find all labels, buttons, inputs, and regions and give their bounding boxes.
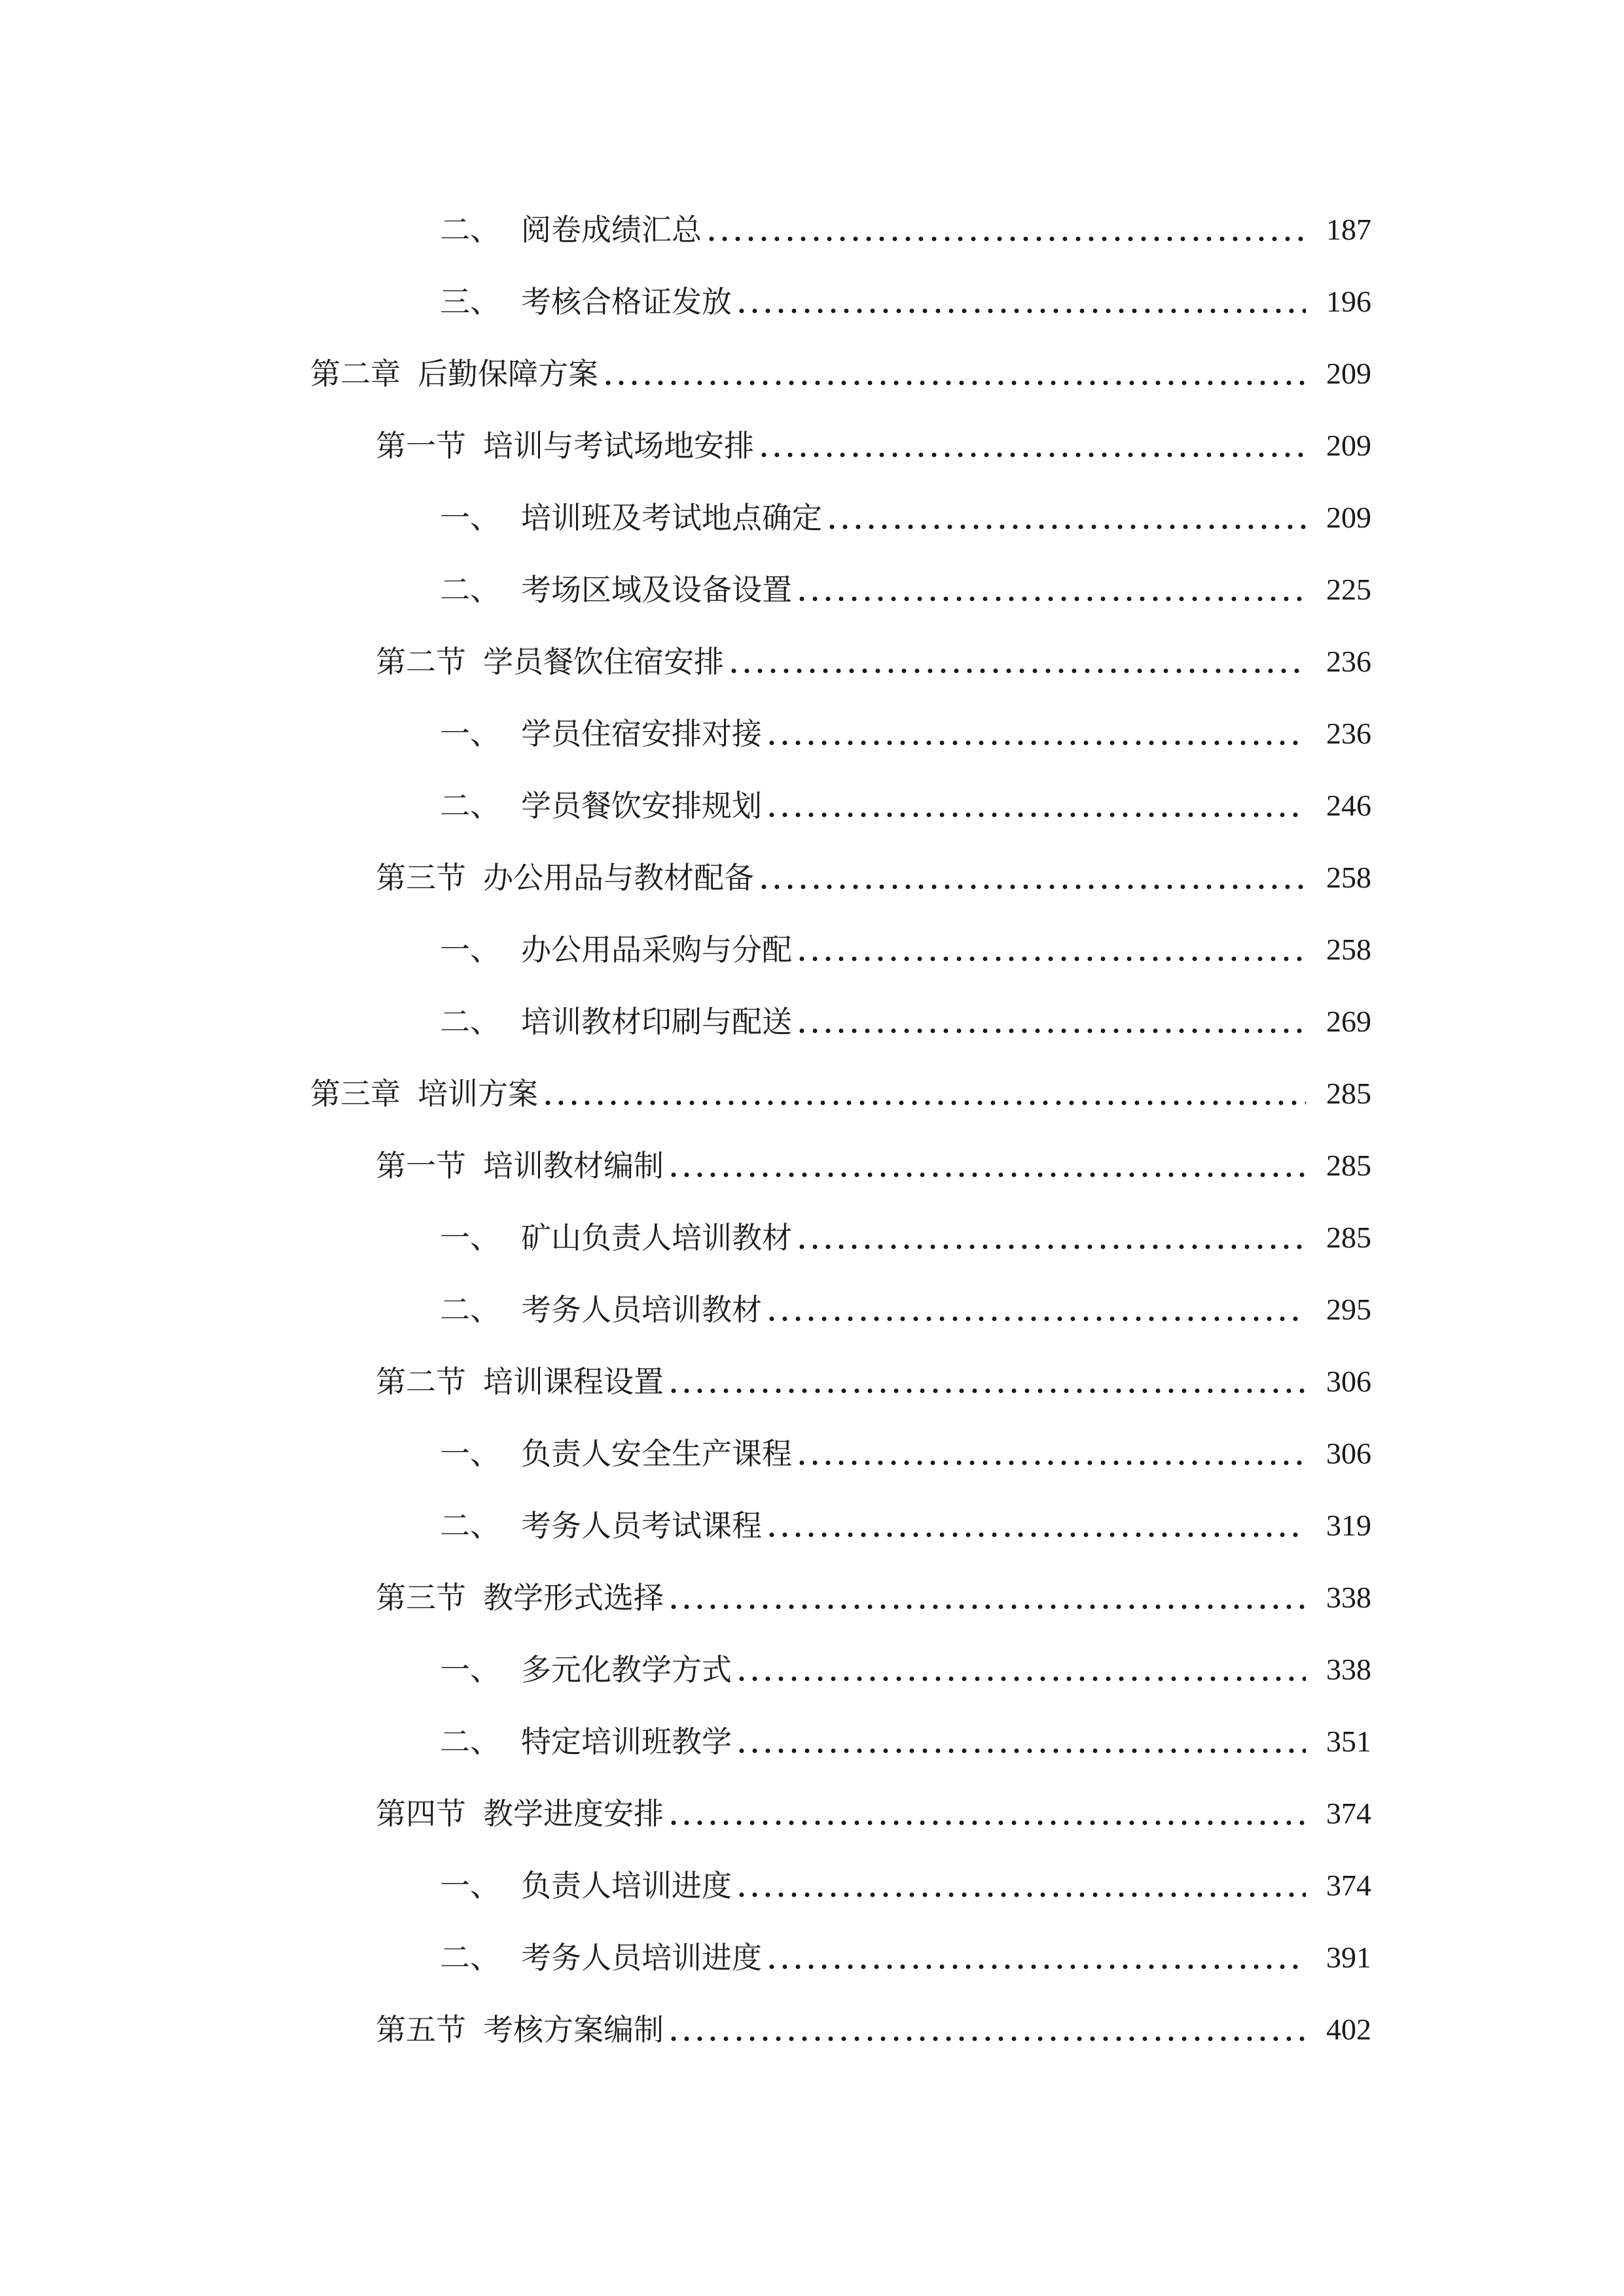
toc-entry-page: 209 (1326, 429, 1371, 462)
toc-entry-title: 办公用品采购与分配 (521, 932, 792, 967)
toc-dot-leader (768, 783, 1306, 829)
toc-entry-page: 187 (1326, 213, 1371, 246)
toc-entry-page: 285 (1326, 1221, 1371, 1254)
toc-entry-number: 二、 (440, 1940, 500, 1975)
toc-entry[interactable] (376, 639, 1371, 685)
toc-entry-number: 一、 (440, 1220, 500, 1255)
toc-entry-page: 258 (1326, 861, 1371, 894)
toc-entry-page: 236 (1326, 645, 1371, 678)
toc-entry[interactable] (440, 1215, 1371, 1261)
toc-dot-leader (738, 279, 1306, 325)
toc-dot-leader (670, 1143, 1306, 1189)
toc-entry[interactable] (310, 351, 1371, 397)
toc-dot-leader (829, 495, 1306, 541)
toc-entry-title: 办公用品与教材配备 (483, 860, 754, 895)
toc-entry-title: 特定培训班教学 (521, 1724, 732, 1759)
toc-entry-title: 培训课程设置 (483, 1364, 664, 1399)
toc-dot-leader (799, 567, 1306, 613)
toc-entry-title: 多元化教学方式 (521, 1652, 732, 1687)
toc-entry-page: 402 (1326, 2013, 1371, 2046)
toc-entry-page: 236 (1326, 717, 1371, 750)
toc-entry-page: 196 (1326, 285, 1371, 318)
toc-entry-page: 306 (1326, 1437, 1371, 1470)
toc-entry-title: 负责人培训进度 (521, 1868, 732, 1903)
toc-entry-number: 第三节 (376, 1580, 466, 1615)
toc-dot-leader (799, 1431, 1306, 1477)
toc-entry-number: 第四节 (376, 1796, 466, 1831)
toc-entry[interactable] (440, 1935, 1371, 1981)
toc-entry-title: 矿山负责人培训教材 (521, 1220, 792, 1255)
toc-entry-page: 269 (1326, 1005, 1371, 1038)
toc-entry-title: 培训与考试场地安排 (483, 428, 754, 463)
toc-entry[interactable] (376, 1143, 1371, 1189)
toc-entry-number: 第二章 (310, 356, 401, 391)
toc-dot-leader (799, 927, 1306, 973)
toc-entry-number: 第二节 (376, 644, 466, 679)
toc-entry-page: 209 (1326, 357, 1371, 390)
toc-entry-title: 考场区域及设备设置 (521, 572, 792, 607)
toc-entry-number: 三、 (440, 284, 500, 319)
toc-entry-title: 负责人安全生产课程 (521, 1436, 792, 1471)
toc-entry[interactable] (376, 1791, 1371, 1837)
toc-entry-page: 351 (1326, 1725, 1371, 1758)
toc-entry-title: 学员住宿安排对接 (521, 716, 762, 751)
toc-entry-title: 阅卷成绩汇总 (521, 212, 702, 247)
toc-dot-leader (761, 855, 1306, 901)
toc-entry[interactable] (440, 783, 1371, 829)
toc-entry-title: 教学形式选择 (483, 1580, 664, 1615)
toc-entry-title: 后勤保障方案 (418, 356, 598, 391)
toc-dot-leader (738, 1719, 1306, 1765)
toc-dot-leader (738, 1647, 1306, 1693)
toc-entry[interactable] (440, 999, 1371, 1045)
toc-entry-number: 第一节 (376, 1148, 466, 1183)
toc-entry[interactable] (440, 279, 1371, 325)
toc-entry[interactable] (440, 1863, 1371, 1909)
toc-dot-leader (545, 1071, 1306, 1117)
toc-dot-leader (761, 423, 1306, 469)
toc-entry-number: 二、 (440, 1004, 500, 1039)
toc-entry-number: 二、 (440, 788, 500, 823)
toc-entry[interactable] (440, 1431, 1371, 1477)
toc-entry[interactable] (440, 1719, 1371, 1765)
toc-entry-number: 二、 (440, 1508, 500, 1543)
toc-entry-page: 338 (1326, 1581, 1371, 1614)
toc-entry-number: 第二节 (376, 1364, 466, 1399)
toc-entry-page: 285 (1326, 1077, 1371, 1110)
toc-entry-title: 教学进度安排 (483, 1796, 664, 1831)
toc-dot-leader (670, 1791, 1306, 1837)
toc-entry-title: 考务人员考试课程 (521, 1508, 762, 1543)
toc-entry[interactable] (440, 207, 1371, 253)
toc-entry[interactable] (376, 1359, 1371, 1405)
toc-entry[interactable] (440, 567, 1371, 613)
toc-entry-title: 培训教材印刷与配送 (521, 1004, 792, 1039)
toc-dot-leader (738, 1863, 1306, 1909)
toc-entry-title: 学员餐饮住宿安排 (483, 644, 724, 679)
toc-entry-page: 391 (1326, 1941, 1371, 1974)
toc-entry[interactable] (376, 855, 1371, 901)
toc-entry-page: 209 (1326, 501, 1371, 534)
toc-entry-title: 考务人员培训进度 (521, 1940, 762, 1975)
toc-entry-page: 306 (1326, 1365, 1371, 1398)
toc-entry[interactable] (440, 1503, 1371, 1549)
toc-entry-title: 学员餐饮安排规划 (521, 788, 762, 823)
toc-entry[interactable] (376, 2007, 1371, 2053)
toc-entry-number: 一、 (440, 1436, 500, 1471)
toc-entry-page: 246 (1326, 789, 1371, 822)
toc-entry-number: 一、 (440, 716, 500, 751)
toc-entry-number: 第三节 (376, 860, 466, 895)
toc-entry-title: 考核方案编制 (483, 2012, 664, 2047)
toc-dot-leader (799, 999, 1306, 1045)
toc-entry-number: 一、 (440, 932, 500, 967)
toc-entry-title: 培训班及考试地点确定 (521, 500, 822, 535)
toc-entry[interactable] (376, 423, 1371, 469)
toc-entry-page: 338 (1326, 1653, 1371, 1686)
toc-dot-leader (768, 711, 1306, 757)
toc-entry-page: 374 (1326, 1797, 1371, 1830)
toc-entry[interactable] (440, 1647, 1371, 1693)
toc-entry-title: 考务人员培训教材 (521, 1292, 762, 1327)
toc-entry-page: 295 (1326, 1293, 1371, 1326)
toc-entry-page: 374 (1326, 1869, 1371, 1902)
toc-dot-leader (799, 1215, 1306, 1261)
toc-entry-number: 一、 (440, 500, 500, 535)
toc-entry[interactable] (310, 1071, 1371, 1117)
toc-entry-number: 二、 (440, 1724, 500, 1759)
toc-entry-page: 225 (1326, 573, 1371, 606)
toc-dot-leader (670, 1575, 1306, 1621)
toc-entry[interactable] (440, 711, 1371, 757)
toc-dot-leader (731, 639, 1306, 685)
toc-entry-number: 二、 (440, 572, 500, 607)
toc-entry-number: 第五节 (376, 2012, 466, 2047)
toc-entry-page: 258 (1326, 933, 1371, 966)
toc-entry-page: 319 (1326, 1509, 1371, 1542)
toc-entry[interactable] (440, 1287, 1371, 1333)
toc-entry-number: 第三章 (310, 1076, 401, 1111)
toc-entry-number: 一、 (440, 1652, 500, 1687)
toc-entry-number: 二、 (440, 1292, 500, 1327)
toc-dot-leader (605, 351, 1306, 397)
toc-entry-title: 培训教材编制 (483, 1148, 664, 1183)
toc-entry-title: 培训方案 (418, 1076, 538, 1111)
toc-entry-title: 考核合格证发放 (521, 284, 732, 319)
toc-entry-number: 一、 (440, 1868, 500, 1903)
toc-entry-page: 285 (1326, 1149, 1371, 1182)
toc-dot-leader (768, 1287, 1306, 1333)
toc-entry-number: 第一节 (376, 428, 466, 463)
toc-dot-leader (670, 1359, 1306, 1405)
toc-entry[interactable] (440, 495, 1371, 541)
toc-entry[interactable] (440, 927, 1371, 973)
toc-dot-leader (670, 2007, 1306, 2053)
toc-dot-leader (708, 207, 1306, 253)
toc-dot-leader (768, 1935, 1306, 1981)
toc-entry-number: 二、 (440, 212, 500, 247)
toc-entry[interactable] (376, 1575, 1371, 1621)
toc-dot-leader (768, 1503, 1306, 1549)
